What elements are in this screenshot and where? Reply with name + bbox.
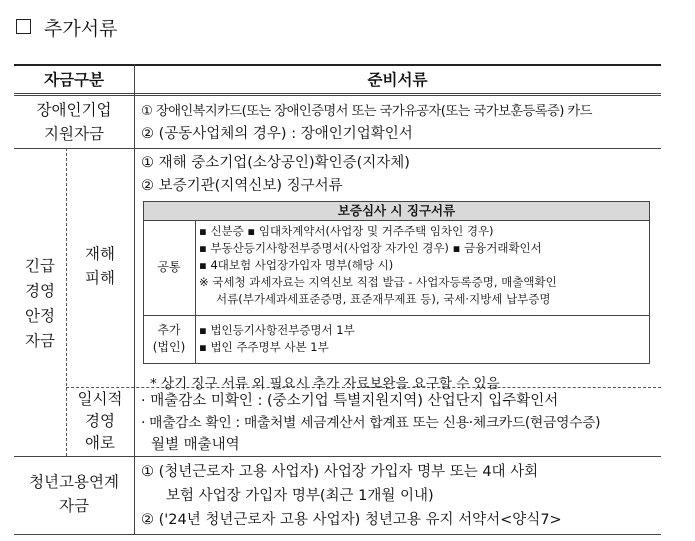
- table-bottom-border: [14, 534, 661, 535]
- row-divider: [14, 148, 661, 149]
- checkbox-icon: [16, 19, 31, 34]
- doc-item: ① 장애인복지카드(또는 장애인증명서 또는 국가유공자(또는 국가보훈등록증) 카드: [141, 104, 592, 119]
- subcategory-disaster: 재해 피해: [85, 245, 115, 287]
- inner-table-title: 보증심사 시 징구서류: [143, 201, 650, 221]
- inner-additional-line: ▪ 법인 주주명부 사본 1부: [199, 340, 329, 354]
- header-bottom-border-2: [14, 95, 661, 96]
- doc-item: ① 재해 중소기업(소상공인)확인증(지자체): [141, 155, 410, 171]
- inner-common-line: ▪ 4대보험 사업장가입자 명부(해당 시): [199, 258, 394, 272]
- doc-item: ① (청년근로자 고용 사업자) 사업장 가입자 명부 또는 4대 사회: [141, 464, 539, 480]
- doc-item: · 매출감소 미확인 : (중소기업 특별지원지역) 산업단지 입주확인서: [141, 393, 559, 409]
- doc-item-continued: 월별 매출내역: [151, 437, 240, 453]
- disaster-note: * 상기 징구 서류 외 필요시 추가 자료보완을 요구할 수 있음: [150, 376, 500, 392]
- inner-additional-label: 추가 (법인): [152, 323, 186, 354]
- row-divider: [14, 456, 661, 457]
- inner-common-label: 공통: [157, 260, 181, 274]
- inner-common-line: ▪ 신분증 ▪ 임대차계약서(사업장 및 거주주택 임차인 경우): [199, 224, 494, 238]
- header-documents: 준비서류: [367, 71, 428, 89]
- doc-item: ② ('24년 청년근로자 고용 사업자) 청년고용 유지 서약서<양식7>: [141, 512, 562, 528]
- column-divider: [134, 64, 135, 534]
- inner-common-line: ▪ 부동산등기사항전부증명서(사업장 자가인 경우) ▪ 금융거래확인서: [199, 241, 542, 255]
- header-category: 자금구분: [44, 71, 104, 89]
- doc-item-continued: 보험 사업장 가입자 명부(최근 1개월 이내): [166, 488, 434, 504]
- doc-item: ② (공동사업체의 경우) : 장애인기업확인서: [141, 126, 413, 142]
- section-title: 추가서류: [44, 18, 118, 40]
- inner-common-note: ※ 국세청 과세자료는 지역신보 직접 발급 - 사업자등록증명, 매출액확인: [199, 275, 557, 289]
- category-youth-employment: 청년고용연계 자금: [29, 473, 119, 515]
- header-bottom-border: [14, 93, 661, 94]
- doc-item: ② 보증기관(지역신보) 징구서류: [141, 178, 343, 194]
- table-top-border: [14, 64, 661, 66]
- subcategory-temporary: 일시적 경영 애로: [77, 390, 123, 452]
- doc-item: · 매출감소 확인 : 매출처별 세금계산서 합계표 또는 신용·체크카드(현금영수증): [141, 415, 601, 431]
- inner-additional-line: ▪ 법인등기사항전부증명서 1부: [199, 323, 355, 337]
- category-emergency: 긴급 경영 안정 자금: [25, 257, 55, 350]
- inner-common-note: 서류(부가세과세표준증명, 표준재무제표 등), 국세·지방세 납부증명: [216, 292, 551, 306]
- category-disabled-business: 장애인기업 지원자금: [36, 101, 112, 143]
